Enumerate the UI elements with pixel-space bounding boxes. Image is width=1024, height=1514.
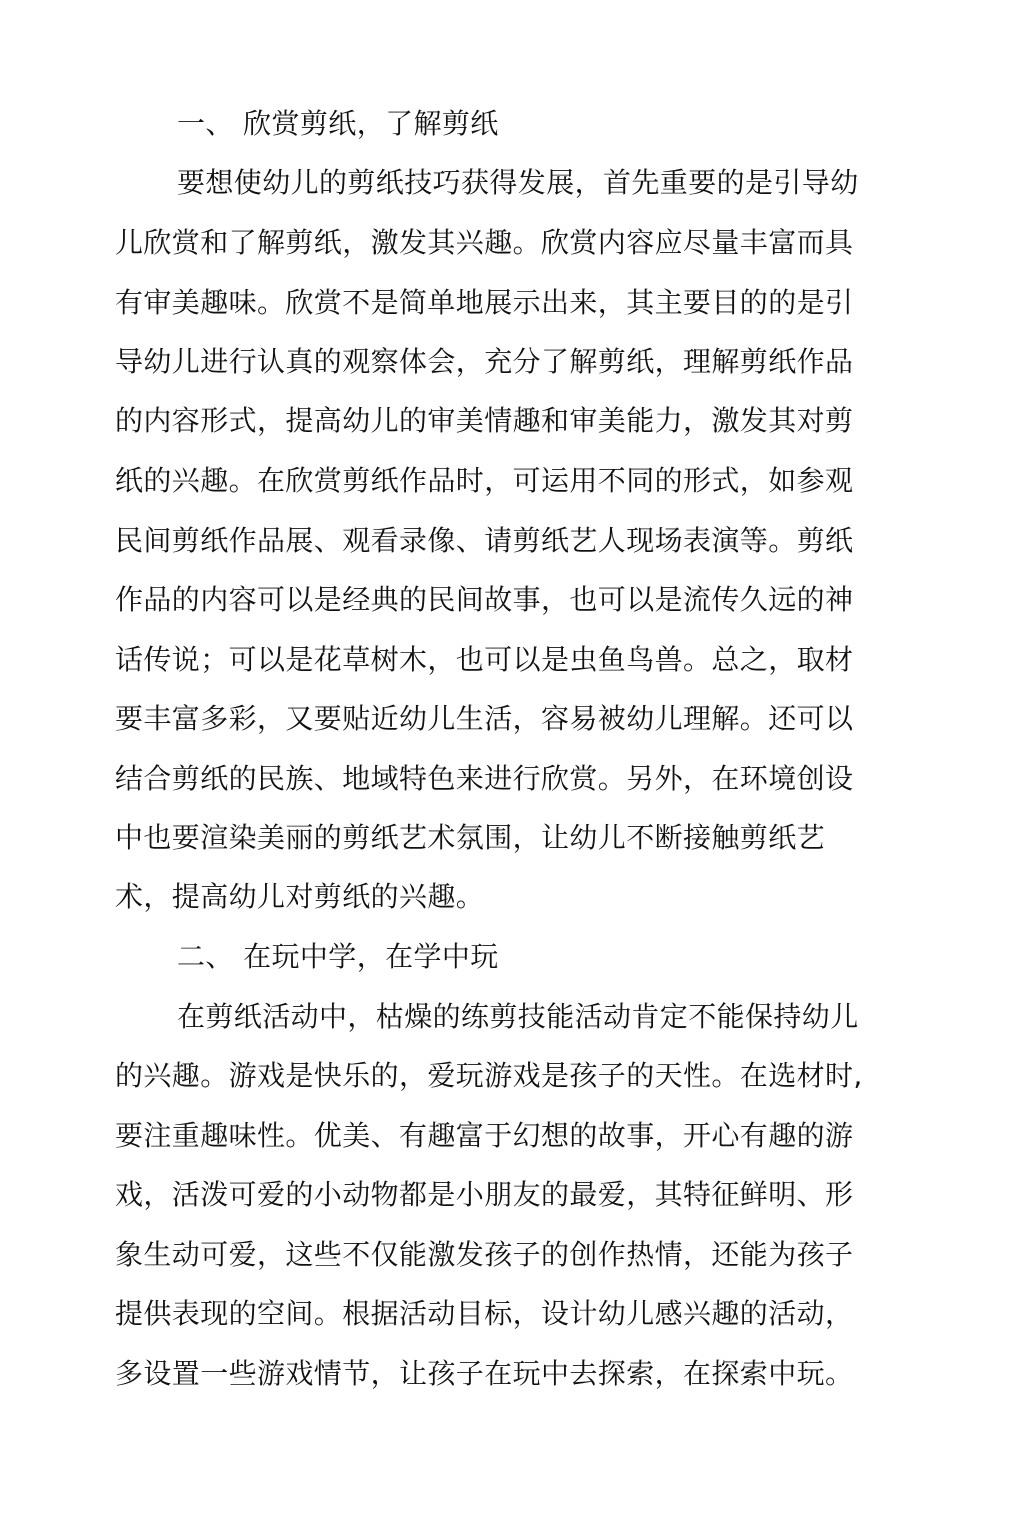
paragraph-line: 要注重趣味性。优美、有趣富于幻想的故事，开心有趣的游 [115,1119,854,1152]
paragraph-line: 戏，活泼可爱的小动物都是小朋友的最爱，其特征鲜明、形 [115,1178,854,1211]
paragraph-line: 的内容形式，提高幼儿的审美情趣和审美能力，激发其对剪 [115,404,854,437]
paragraph-line: 术，提高幼儿对剪纸的兴趣。 [115,880,485,913]
paragraph-line: 民间剪纸作品展、观看录像、请剪纸艺人现场表演等。剪纸 [115,524,854,557]
paragraph-line: 在剪纸活动中，枯燥的练剪技能活动肯定不能保持幼儿 [177,1000,859,1033]
paragraph-line: 作品的内容可以是经典的民间故事，也可以是流传久远的神 [115,583,854,616]
paragraph-line: 话传说；可以是花草树木，也可以是虫鱼鸟兽。总之，取材 [115,643,854,676]
section-heading-2: 二、 在玩中学，在学中玩 [177,940,499,973]
paragraph-line: 有审美趣味。欣赏不是简单地展示出来，其主要目的的是引 [115,286,854,319]
paragraph-line: 中也要渲染美丽的剪纸艺术氛围，让幼儿不断接触剪纸艺 [115,821,826,854]
paragraph-line: 多设置一些游戏情节，让孩子在玩中去探索，在探索中玩。 [115,1357,854,1390]
paragraph-line: 的兴趣。游戏是快乐的，爱玩游戏是孩子的天性。在选材时, [115,1059,863,1092]
paragraph-line: 导幼儿进行认真的观察体会，充分了解剪纸，理解剪纸作品 [115,345,854,378]
paragraph-line: 儿欣赏和了解剪纸，激发其兴趣。欣赏内容应尽量丰富而具 [115,226,854,259]
paragraph-line: 提供表现的空间。根据活动目标，设计幼儿感兴趣的活动， [115,1297,854,1330]
paragraph-line: 结合剪纸的民族、地域特色来进行欣赏。另外，在环境创设 [115,762,854,795]
paragraph-line: 要丰富多彩，又要贴近幼儿生活，容易被幼儿理解。还可以 [115,702,854,735]
section-heading-1: 一、 欣赏剪纸，了解剪纸 [177,107,499,140]
paragraph-line: 要想使幼儿的剪纸技巧获得发展，首先重要的是引导幼 [177,166,859,199]
paragraph-line: 纸的兴趣。在欣赏剪纸作品时，可运用不同的形式，如参观 [115,464,854,497]
paragraph-line: 象生动可爱，这些不仅能激发孩子的创作热情，还能为孩子 [115,1238,854,1271]
